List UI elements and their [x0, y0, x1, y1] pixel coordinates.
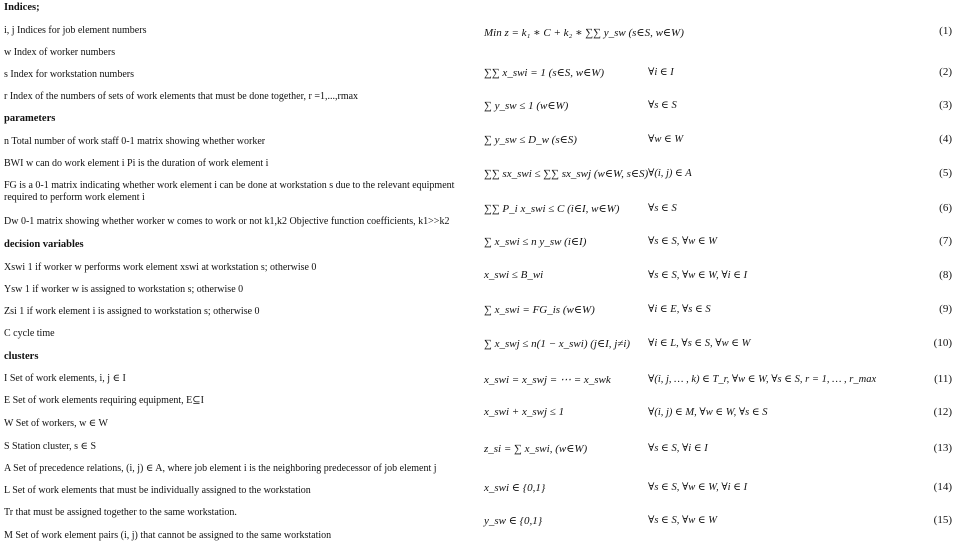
equation-number: (3) — [939, 99, 952, 111]
equation-number: (15) — [933, 514, 952, 526]
cluster-line: L Set of work elements that must be individually assigned to the workstation — [4, 485, 311, 496]
equation-condition: ∀(i, j) ∈ M, ∀w ∈ W, ∀s ∈ S — [648, 407, 768, 418]
equation-number: (4) — [939, 133, 952, 145]
equation-number: (5) — [939, 167, 952, 179]
decision-line: Ysw 1 if worker w is assigned to workstation s; otherwise 0 — [4, 284, 244, 295]
equation-condition: ∀i ∈ I — [648, 67, 674, 78]
equation-number: (1) — [939, 25, 952, 37]
equation-number: (7) — [939, 235, 952, 247]
equation-expression: x_swi + x_swj ≤ 1 — [484, 406, 565, 418]
equation-condition: ∀s ∈ S, ∀w ∈ W, ∀i ∈ I — [648, 482, 748, 493]
decision-line: C cycle time — [4, 328, 55, 339]
index-line: s Index for workstation numbers — [4, 69, 134, 80]
equation-condition: ∀(i, j, … , k) ∈ T_r, ∀w ∈ W, ∀s ∈ S, r = 1, … , r_max — [648, 374, 877, 385]
decision-line: Xswi 1 if worker w performs work element xswi at workstation s; otherwise 0 — [4, 262, 317, 273]
equation-number: (6) — [939, 202, 952, 214]
cluster-line: A Set of precedence relations, (i, j) ∈ A, where job element i is the neighboring predecessor of job element j — [4, 463, 437, 474]
parameter-line: Dw 0-1 matrix showing whether worker w comes to work or not k1,k2 Objective function coefficients, k1>>k2 — [4, 216, 450, 227]
equation-expression: ∑ x_swi = FG_is (w∈W) — [484, 304, 595, 316]
cluster-line: S Station cluster, s ∈ S — [4, 441, 97, 452]
equation-number: (14) — [933, 481, 952, 493]
parameter-line: n Total number of work staff 0-1 matrix showing whether worker — [4, 136, 266, 147]
equation-expression: Min z = k₁ ∗ C + k₂ ∗ ∑∑ y_sw (s∈S, w∈W) — [484, 27, 684, 39]
parameter-line: FG is a 0-1 matrix indicating whether work element i can be done at workstation s due to the relevant equipment required to perform work element i — [4, 180, 455, 203]
equation-expression: ∑∑ sx_swi ≤ ∑∑ sx_swj (w∈W, s∈S) — [484, 168, 649, 180]
cluster-line: Tr that must be assigned together to the same workstation. — [4, 507, 237, 518]
equation-expression: z_si = ∑ x_swi, (w∈W) — [484, 443, 588, 455]
equation-expression: ∑ x_swj ≤ n(1 − x_swi) (j∈I, j≠i) — [484, 338, 631, 350]
equation-condition: ∀s ∈ S — [648, 203, 677, 214]
equation-expression: x_swi ∈ {0,1} — [484, 482, 546, 494]
equations-column — [480, 0, 960, 545]
equation-expression: ∑ x_swi ≤ n y_sw (i∈I) — [484, 236, 587, 248]
parameters-heading: parameters — [4, 113, 56, 124]
indices-heading: Indices; — [4, 2, 40, 13]
cluster-line: M Set of work element pairs (i, j) that cannot be assigned to the same workstation — [4, 530, 332, 541]
equation-condition: ∀s ∈ S, ∀w ∈ W, ∀i ∈ I — [648, 270, 748, 281]
equation-condition: ∀s ∈ S, ∀i ∈ I — [648, 443, 708, 454]
equation-condition: ∀w ∈ W — [648, 134, 684, 145]
equation-number: (8) — [939, 269, 952, 281]
equation-expression: ∑ y_sw ≤ 1 (w∈W) — [484, 100, 569, 112]
cluster-line: E Set of work elements requiring equipment, E⊆I — [4, 395, 204, 406]
equation-expression: x_swi = x_swj = ⋯ = x_swk — [484, 374, 611, 386]
decision-heading: decision variables — [4, 239, 84, 250]
equation-expression: ∑∑ P_i x_swi ≤ C (i∈I, w∈W) — [484, 203, 620, 215]
index-line: i, j Indices for job element numbers — [4, 25, 147, 36]
equation-condition: ∀(i, j) ∈ A — [648, 168, 692, 179]
equation-number: (9) — [939, 303, 952, 315]
index-line: w Index of worker numbers — [4, 47, 116, 58]
equation-condition: ∀s ∈ S, ∀w ∈ W — [648, 236, 718, 247]
equation-number: (12) — [933, 406, 952, 418]
cluster-line: W Set of workers, w ∈ W — [4, 418, 108, 429]
equation-number: (2) — [939, 66, 952, 78]
cluster-line: I Set of work elements, i, j ∈ I — [4, 373, 126, 384]
equation-expression: y_sw ∈ {0,1} — [484, 515, 543, 527]
equation-condition: ∀i ∈ L, ∀s ∈ S, ∀w ∈ W — [648, 338, 751, 349]
equation-number: (10) — [933, 337, 952, 349]
equation-expression: ∑ y_sw ≤ D_w (s∈S) — [484, 134, 577, 146]
equation-condition: ∀s ∈ S — [648, 100, 677, 111]
equation-expression: ∑∑ x_swi = 1 (s∈S, w∈W) — [484, 67, 605, 79]
equation-condition: ∀i ∈ E, ∀s ∈ S — [648, 304, 711, 315]
equation-number: (13) — [933, 442, 952, 454]
clusters-heading: clusters — [4, 351, 39, 362]
decision-line: Zsi 1 if work element i is assigned to workstation s; otherwise 0 — [4, 306, 260, 317]
equation-number: (11) — [934, 373, 952, 385]
equation-expression: x_swi ≤ B_wi — [484, 269, 544, 281]
parameter-line: BWI w can do work element i Pi is the duration of work element i — [4, 158, 269, 169]
equation-condition: ∀s ∈ S, ∀w ∈ W — [648, 515, 718, 526]
index-line: r Index of the numbers of sets of work elements that must be done together, r =1,...,rmax — [4, 91, 359, 102]
